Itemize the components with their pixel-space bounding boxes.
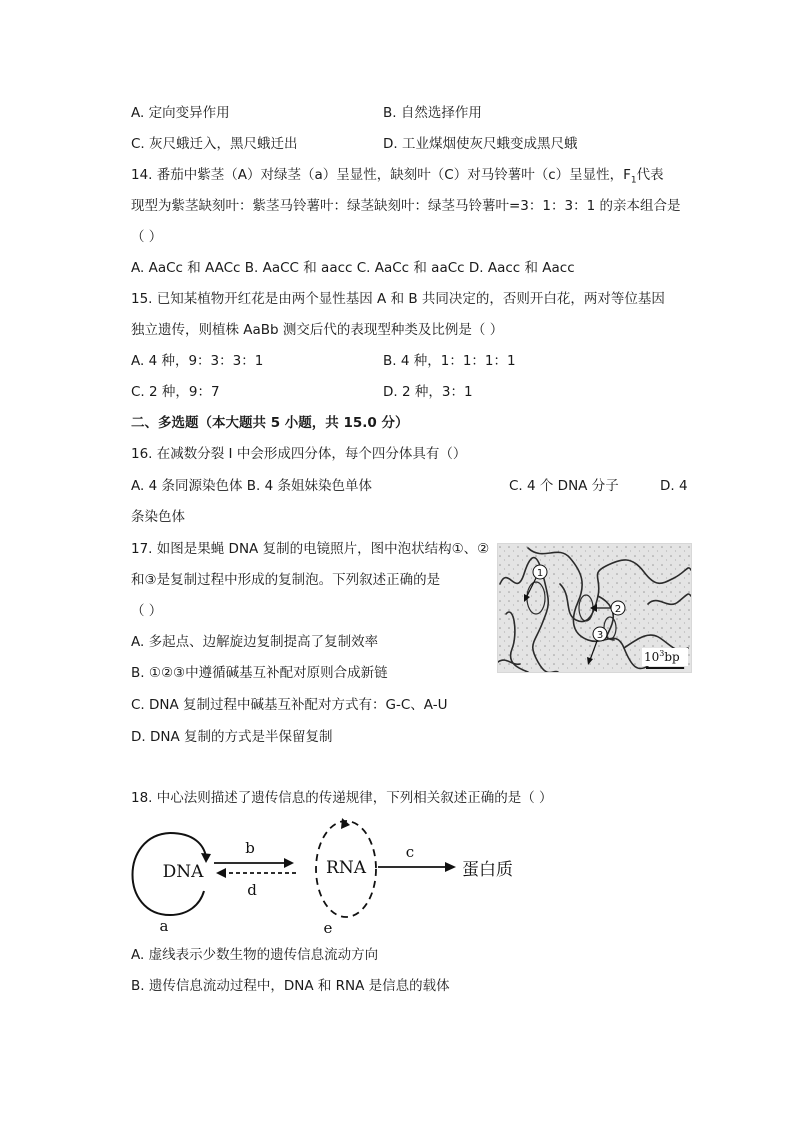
q15-option-b: B. 4 种，1：1：1：1 (383, 353, 516, 369)
q13-option-a: A. 定向变异作用 (131, 105, 230, 121)
q18-option-b: B. 遗传信息流动过程中，DNA 和 RNA 是信息的载体 (131, 978, 450, 994)
q14-stem-text: 14. 番茄中紫茎（A）对绿茎（a）呈显性，缺刻叶（C）对马铃薯叶（c）呈显性，F (131, 167, 631, 183)
q15-option-c: C. 2 种，9：7 (131, 384, 220, 400)
q16-option-d: D. 4 (660, 478, 688, 494)
q14-stem-line1 (131, 165, 664, 191)
arrowhead-d (216, 868, 226, 878)
label-e: e (323, 919, 333, 935)
replication-loop-a-top (170, 833, 206, 857)
q17-option-c: C. DNA 复制过程中碱基互补配对方式有：G-C、A-U (131, 697, 448, 713)
q13-option-b: B. 自然选择作用 (383, 105, 482, 121)
arrowhead-c (445, 862, 456, 872)
dna-replication-micrograph (497, 543, 692, 673)
q15-option-a: A. 4 种，9：3：3：1 (131, 353, 264, 369)
label-a: a (159, 917, 169, 935)
central-dogma-diagram (128, 815, 528, 935)
q16-stem: 16. 在减数分裂 I 中会形成四分体，每个四分体具有（） (131, 446, 467, 462)
label-b: b (245, 839, 255, 857)
q15-stem-line2: 独立遗传，则植株 AaBb 测交后代的表现型种类及比例是（ ） (131, 322, 504, 338)
q14-options: A. AaCc 和 AACc B. AaCC 和 aacc C. AaCc 和 aaCc D. Aacc 和 Aacc (131, 260, 575, 276)
q16-option-c: C. 4 个 DNA 分子 (509, 478, 619, 494)
label-1-text: 1 (536, 568, 544, 579)
arrowhead-b (284, 858, 294, 868)
central-dogma-svg (128, 815, 528, 935)
rna-loop-arrowhead (341, 818, 350, 829)
protein-label: 蛋白质 (462, 860, 513, 880)
label-c: c (405, 843, 415, 861)
q13-option-d: D. 工业煤烟使灰尺蛾变成黑尺蛾 (383, 136, 578, 152)
q16-option-d-cont: 条染色体 (131, 509, 185, 525)
label-d: d (247, 881, 257, 899)
q17-option-b: B. ①②③中遵循碱基互补配对原则合成新链 (131, 665, 388, 681)
q17-answer-paren: （ ） (131, 603, 163, 619)
micrograph-svg (498, 544, 691, 672)
label-2-text: 2 (614, 604, 622, 615)
dna-label: DNA (162, 862, 204, 882)
q18-stem: 18. 中心法则描述了遗传信息的传递规律，下列相关叙述正确的是（ ） (131, 790, 553, 806)
q17-stem-line2: 和③是复制过程中形成的复制泡。下列叙述正确的是 (131, 572, 441, 588)
q14-stem-line2: 现型为紫茎缺刻叶：紫茎马铃薯叶：绿茎缺刻叶：绿茎马铃薯叶=3：1：3：1 的亲本组合是 (131, 198, 681, 214)
q14-subscript: 1 (630, 175, 637, 186)
q17-stem-line1: 17. 如图是果蝇 DNA 复制的电镜照片，图中泡状结构①、② (131, 541, 490, 557)
rna-label: RNA (326, 858, 366, 878)
q18-option-a: A. 虚线表示少数生物的遗传信息流动方向 (131, 947, 379, 963)
q15-option-d: D. 2 种，3：1 (383, 384, 473, 400)
section-heading: 二、多选题（本大题共 5 小题，共 15.0 分） (131, 415, 409, 431)
q13-option-c: C. 灰尺蛾迁入，黑尺蛾迁出 (131, 136, 298, 152)
q17-option-d: D. DNA 复制的方式是半保留复制 (131, 729, 333, 745)
q17-option-a: A. 多起点、边解旋边复制提高了复制效率 (131, 634, 379, 650)
q16-option-ab: A. 4 条同源染色体 B. 4 条姐妹染色单体 (131, 478, 372, 494)
q14-stem-suffix: 代表 (636, 167, 664, 183)
scale-label: $10^3bp$ (644, 649, 680, 664)
label-3-text: 3 (596, 630, 604, 641)
q14-answer-paren: （ ） (131, 229, 163, 245)
q15-stem-line1: 15. 已知某植物开红花是由两个显性基因 A 和 B 共同决定的，否则开白花，两对等位基因 (131, 291, 665, 307)
